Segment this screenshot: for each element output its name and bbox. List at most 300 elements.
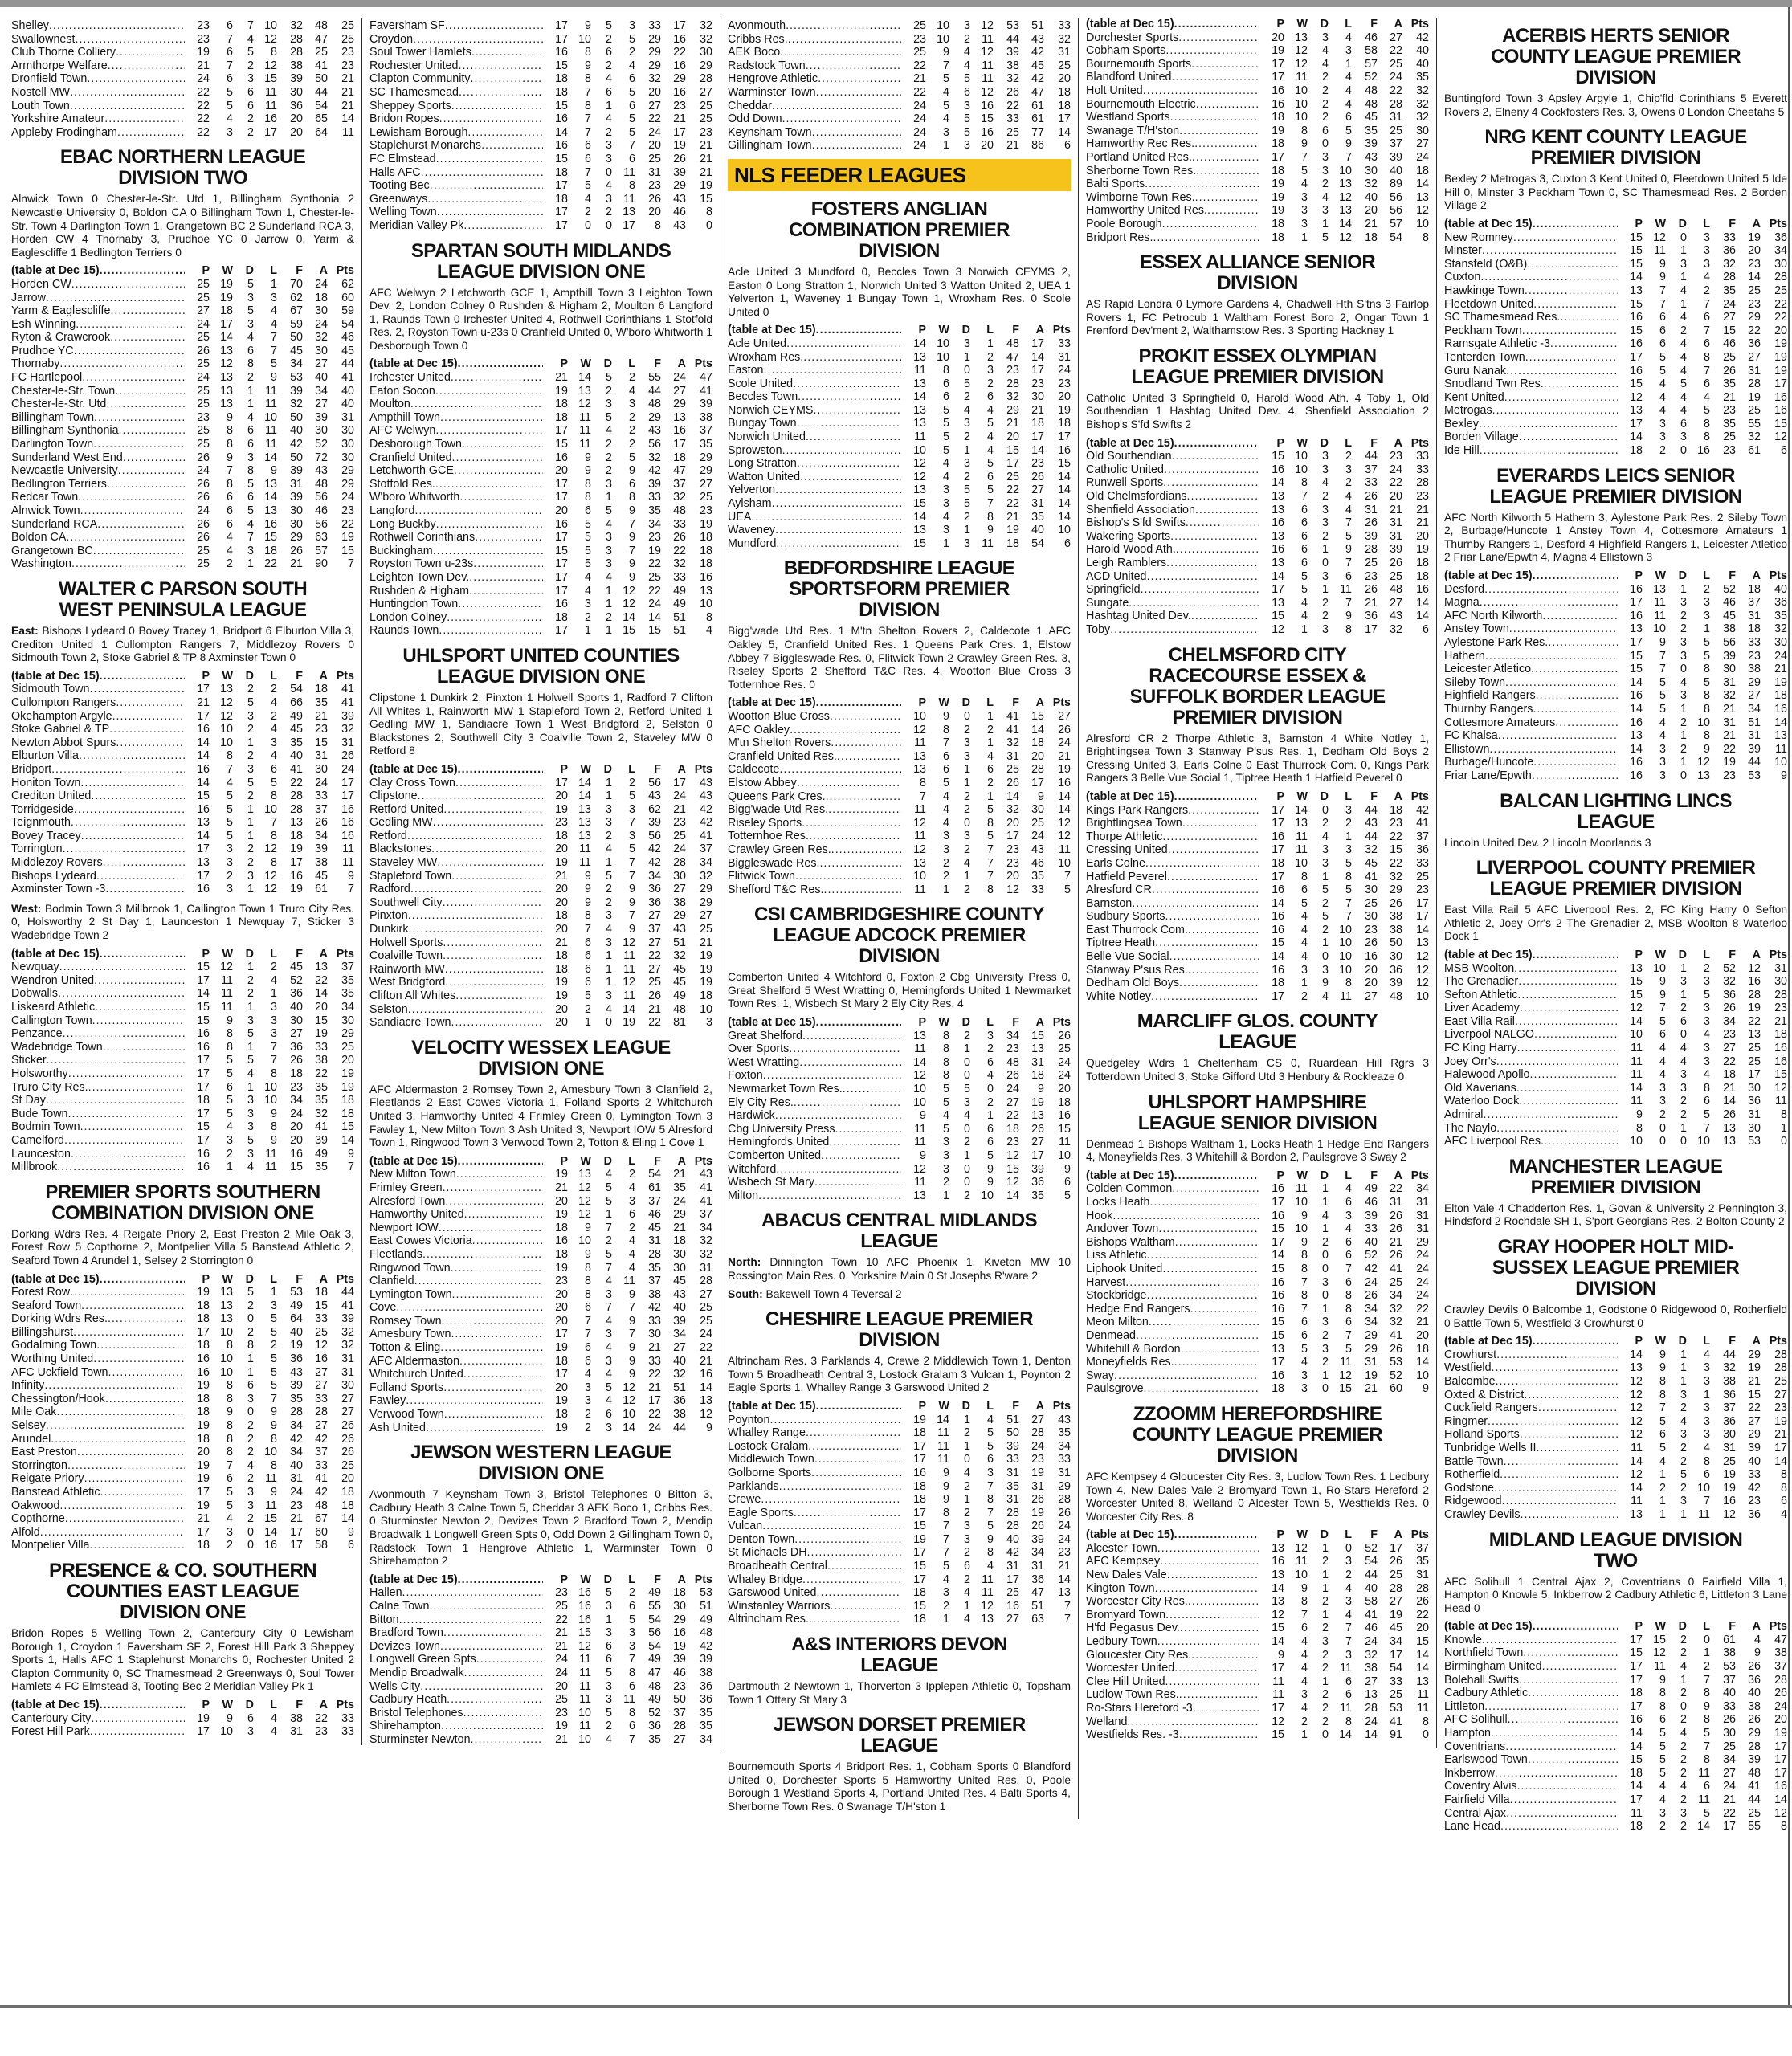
team-name: ACD United xyxy=(1086,569,1147,583)
stat-l: 4 xyxy=(1345,31,1352,44)
results-paragraph: West: Bodmin Town 3 Millbrook 1, Callington Town 1 Truro City Res. 0, Holsworthy 2 St Day 1, Launceston 1 Newquay 7, Sticker 3 Wadebridge Town 2 xyxy=(11,902,354,942)
stat-w: 4 xyxy=(1301,610,1308,623)
stat-d: 1 xyxy=(1680,1348,1687,1361)
dot-leader xyxy=(107,478,185,492)
stat-w: 13 xyxy=(220,344,233,357)
section-title-line: WEST PENINSULA LEAGUE xyxy=(59,598,307,621)
stat-w: 9 xyxy=(943,1493,949,1507)
table-row xyxy=(11,816,354,830)
stat-f: 52 xyxy=(1723,961,1736,975)
stat-d: 2 xyxy=(606,895,612,909)
table-header-label: (table at Dec 15) xyxy=(11,1698,100,1711)
stat-d: 2 xyxy=(964,1573,970,1586)
stat-d: 2 xyxy=(964,510,970,524)
stat-w: 1 xyxy=(943,1189,949,1202)
stat-p: 25 xyxy=(197,544,210,557)
stat-pts: 15 xyxy=(341,544,354,557)
dot-leader xyxy=(1480,271,1618,284)
stat-w: 16 xyxy=(578,1613,591,1626)
stat-w: 9 xyxy=(585,59,591,72)
stat-f: 36 xyxy=(648,1719,661,1733)
table-header-label: (table at Dec 15) xyxy=(11,264,100,278)
stat-a: 52 xyxy=(315,438,328,451)
stat-a: 30 xyxy=(673,1261,686,1275)
stat-w: 6 xyxy=(585,936,591,949)
stat-pts: 11 xyxy=(342,125,354,139)
stat-f: 19 xyxy=(290,883,303,896)
stat-a: 19 xyxy=(1031,1506,1044,1520)
stat-w: 5 xyxy=(943,1095,949,1109)
team-name: Lostock Gralam xyxy=(728,1439,809,1453)
col-head-f: F xyxy=(1012,696,1019,710)
stat-pts: 31 xyxy=(1416,1196,1429,1209)
team-name: Cranfield United xyxy=(369,451,452,464)
stat-a: 23 xyxy=(1031,377,1044,390)
table-row xyxy=(1086,1569,1429,1582)
dot-leader xyxy=(843,1083,901,1096)
table-row xyxy=(728,750,1071,764)
stat-p: 19 xyxy=(555,1168,568,1181)
stat-a: 51 xyxy=(1748,716,1761,729)
stat-w: 4 xyxy=(1301,596,1308,610)
table-row xyxy=(1086,843,1429,857)
stat-w: 2 xyxy=(1659,1481,1666,1495)
stat-d: 4 xyxy=(606,72,612,86)
dot-leader xyxy=(475,531,543,545)
table-header-row xyxy=(1086,18,1429,31)
stat-p: 16 xyxy=(1272,830,1284,843)
stat-l: 6 xyxy=(1704,1780,1710,1793)
col-head-f: F xyxy=(1370,1528,1378,1542)
team-name: Darlington Town xyxy=(11,438,94,451)
col-head-p: P xyxy=(560,762,568,776)
stat-pts: 26 xyxy=(1774,1687,1787,1700)
stat-d: 3 xyxy=(1322,622,1329,636)
stat-a: 26 xyxy=(1031,1520,1044,1533)
team-name: Cribbs Res. xyxy=(728,32,788,46)
stat-p: 17 xyxy=(197,1107,210,1120)
stat-w: 3 xyxy=(585,1381,591,1394)
stat-w: 5 xyxy=(943,403,949,417)
stat-f: 35 xyxy=(648,1261,661,1275)
stat-pts: 14 xyxy=(1058,470,1071,483)
stat-l: 5 xyxy=(1704,1727,1710,1740)
stat-d: 5 xyxy=(1322,910,1329,924)
stat-f: 20 xyxy=(648,206,661,219)
stat-a: 37 xyxy=(673,477,686,491)
stat-w: 2 xyxy=(585,1421,591,1434)
col-head-pts: Pts xyxy=(694,1573,712,1586)
dot-leader xyxy=(1169,950,1259,964)
table-row xyxy=(1444,962,1787,976)
stat-d: 1 xyxy=(1680,702,1687,716)
stat-a: 17 xyxy=(673,125,686,139)
team-name: Birmingham United xyxy=(1444,1660,1542,1674)
dot-leader xyxy=(1544,1135,1618,1148)
team-name: Joey Orr's xyxy=(1444,1055,1496,1068)
team-name: Bishop's S'fd Swifts xyxy=(1086,516,1186,530)
col-head-w: W xyxy=(1296,1169,1308,1182)
stat-f: 23 xyxy=(1723,769,1736,782)
dot-leader xyxy=(97,518,185,532)
stat-l: 7 xyxy=(987,870,994,883)
stat-a: 39 xyxy=(1390,977,1402,990)
stat-d: 8 xyxy=(247,357,254,371)
team-name: East Preston xyxy=(11,1446,77,1459)
dot-leader xyxy=(77,1446,185,1459)
col-head-pts: Pts xyxy=(336,669,354,683)
table-row xyxy=(1444,1375,1787,1389)
stat-a: 48 xyxy=(1390,583,1402,597)
stat-p: 17 xyxy=(555,776,568,789)
stat-l: 8 xyxy=(1704,350,1710,364)
stat-d: 3 xyxy=(606,139,612,153)
stat-f: 32 xyxy=(1365,1648,1378,1662)
stat-p: 15 xyxy=(1630,663,1643,676)
stat-l: 5 xyxy=(1345,124,1352,137)
stat-f: 41 xyxy=(1365,870,1378,883)
stat-w: 5 xyxy=(227,1054,233,1067)
table-row xyxy=(1444,729,1787,743)
table-row xyxy=(1444,337,1787,351)
dot-leader xyxy=(1506,365,1618,378)
team-name: Staveley MW xyxy=(369,856,438,870)
col-head-a: A xyxy=(1394,18,1402,31)
table-row xyxy=(369,1341,712,1355)
dot-leader xyxy=(436,518,543,532)
team-name: Old Southendian xyxy=(1086,450,1172,463)
stat-w: 6 xyxy=(227,46,233,59)
col-head-l: L xyxy=(1345,18,1352,31)
stat-a: 26 xyxy=(1031,1493,1044,1507)
stat-f: 24 xyxy=(290,1107,303,1120)
stat-a: 21 xyxy=(673,112,686,126)
stat-d: 3 xyxy=(1680,257,1687,271)
column-2 xyxy=(369,18,720,1753)
stat-p: 17 xyxy=(1272,989,1284,1003)
stat-p: 17 xyxy=(555,531,568,545)
stat-pts: 11 xyxy=(1775,1095,1787,1108)
table-row xyxy=(728,724,1071,737)
stat-a: 55 xyxy=(1748,417,1761,430)
stat-pts: 27 xyxy=(700,85,712,99)
stat-p: 15 xyxy=(1630,649,1643,663)
stat-pts: 34 xyxy=(1774,244,1787,258)
stat-f: 33 xyxy=(648,1354,661,1368)
stat-w: 6 xyxy=(1301,1328,1308,1342)
stat-a: 77 xyxy=(1031,125,1044,139)
stat-a: 60 xyxy=(1390,1382,1402,1396)
stat-pts: 14 xyxy=(1058,789,1071,803)
stat-a: 24 xyxy=(1031,830,1044,843)
stat-w: 9 xyxy=(1659,1361,1666,1375)
stat-a: 23 xyxy=(1031,1453,1044,1467)
team-name: Sway xyxy=(1086,1369,1114,1382)
stat-pts: 13 xyxy=(1416,1675,1429,1688)
stat-p: 11 xyxy=(1631,1441,1643,1454)
stat-f: 28 xyxy=(1365,1702,1378,1715)
table-row xyxy=(1086,897,1429,911)
stat-l: 12 xyxy=(623,1394,635,1408)
stat-d: 2 xyxy=(964,1426,970,1440)
results-paragraph: Alresford CR 2 Thorpe Athletic 3, Barnston 4 White Notley 1, Brightlingsea Town 3 Stanway P'sus Res. 1, Dedham Old Boys 2 Cressing United 3, Earls Colne 0 East Thurrock Com. 0, Kings Park Rangers 3 Belle Vue Social 1, Tiptree Heath 1 Hatfield Peverel 0 xyxy=(1086,732,1429,785)
stat-l: 17 xyxy=(264,125,277,139)
dot-leader xyxy=(835,1123,901,1136)
stat-d: 3 xyxy=(247,709,254,723)
dot-leader xyxy=(816,1400,901,1414)
stat-a: 16 xyxy=(673,424,686,438)
stat-pts: 41 xyxy=(1416,817,1429,830)
stat-p: 17 xyxy=(1272,583,1284,597)
stat-pts: 23 xyxy=(341,504,354,517)
stat-d: 3 xyxy=(247,1725,254,1739)
stat-a: 36 xyxy=(1748,1673,1761,1687)
stat-d: 5 xyxy=(964,377,970,390)
stat-f: 35 xyxy=(1723,417,1736,430)
dot-leader xyxy=(63,1027,185,1041)
team-name: Whaley Bridge xyxy=(728,1573,802,1586)
stat-pts: 15 xyxy=(1058,1122,1071,1136)
stat-pts: 19 xyxy=(1774,675,1787,689)
stat-pts: 29 xyxy=(700,895,712,909)
stat-p: 12 xyxy=(913,1069,926,1083)
stat-f: 20 xyxy=(1006,816,1019,830)
stat-d: 4 xyxy=(1322,57,1329,71)
stat-l: 4 xyxy=(1704,390,1710,404)
stat-p: 16 xyxy=(1272,910,1284,924)
stat-l: 12 xyxy=(264,842,277,856)
stat-w: 4 xyxy=(1659,729,1666,743)
section-title xyxy=(1444,1530,1787,1572)
stat-d: 5 xyxy=(606,371,612,385)
dot-leader xyxy=(459,86,543,100)
stat-l: 11 xyxy=(1340,1356,1352,1369)
stat-d: 2 xyxy=(1322,596,1329,610)
stat-w: 4 xyxy=(1301,910,1308,924)
table-row xyxy=(1444,583,1787,597)
dot-leader xyxy=(1167,871,1259,884)
stat-w: 11 xyxy=(579,1666,591,1679)
stat-a: 30 xyxy=(1748,1081,1761,1095)
stat-d: 4 xyxy=(1680,675,1687,689)
stat-a: 13 xyxy=(315,961,328,974)
stat-w: 12 xyxy=(578,1181,591,1194)
stat-p: 16 xyxy=(555,598,568,611)
stat-d: 2 xyxy=(606,883,612,896)
col-head-l: L xyxy=(270,264,277,278)
stat-d: 6 xyxy=(606,1639,612,1653)
stat-pts: 6 xyxy=(1423,622,1429,636)
stat-d: 3 xyxy=(247,1499,254,1512)
team-name: Crediton United xyxy=(11,789,92,803)
team-name: Hashtag United Dev. xyxy=(1086,610,1191,623)
dot-leader xyxy=(1492,404,1618,418)
stat-p: 17 xyxy=(197,1054,210,1067)
team-name: Sidmouth Town xyxy=(11,683,90,696)
dot-leader xyxy=(443,949,543,963)
team-name: Avonmouth xyxy=(728,19,786,32)
team-name: Crawley Devils xyxy=(1444,1507,1521,1521)
stat-l: 0 xyxy=(1345,1541,1352,1555)
dot-leader xyxy=(1528,1753,1618,1767)
stat-pts: 28 xyxy=(1774,1361,1787,1375)
stat-d: 4 xyxy=(1680,1660,1687,1674)
stat-f: 41 xyxy=(1006,709,1019,723)
stat-w: 8 xyxy=(227,438,233,451)
team-name: Sudbury Sports xyxy=(1086,910,1165,924)
stat-l: 3 xyxy=(987,1029,994,1042)
dot-leader xyxy=(59,1499,185,1513)
stat-f: 39 xyxy=(1006,1439,1019,1453)
stat-d: 2 xyxy=(1322,1648,1329,1662)
stat-pts: 0 xyxy=(1781,1135,1787,1148)
stat-p: 18 xyxy=(913,1613,926,1626)
stat-d: 5 xyxy=(606,1247,612,1261)
stat-l: 9 xyxy=(629,1314,635,1328)
stat-l: 2 xyxy=(1345,1569,1352,1582)
stat-l: 11 xyxy=(265,398,277,411)
stat-l: 2 xyxy=(271,709,277,723)
stat-d: 3 xyxy=(1322,1316,1329,1329)
table-row xyxy=(1444,271,1787,284)
stat-a: 39 xyxy=(1031,1162,1044,1176)
stat-d: 3 xyxy=(964,139,970,153)
dot-leader xyxy=(410,398,543,411)
section-title-line: DIVISION xyxy=(1575,1278,1656,1299)
team-name: Hallen xyxy=(369,1586,402,1600)
col-head-p: P xyxy=(918,324,926,337)
stat-p: 18 xyxy=(1272,1382,1284,1396)
dot-leader xyxy=(816,324,901,337)
stat-w: 4 xyxy=(943,803,949,817)
dot-leader xyxy=(1165,1675,1259,1689)
stat-a: 18 xyxy=(1748,582,1761,596)
table-row xyxy=(11,59,354,73)
stat-a: 61 xyxy=(1031,112,1044,126)
stat-f: 22 xyxy=(648,949,661,963)
stat-w: 7 xyxy=(227,32,233,46)
team-name: Welland xyxy=(1086,1715,1128,1728)
stat-p: 19 xyxy=(913,1413,926,1426)
col-head-d: D xyxy=(1320,18,1329,31)
stat-f: 39 xyxy=(290,1379,303,1393)
table-row xyxy=(369,789,712,803)
stat-a: 43 xyxy=(673,923,686,936)
stat-p: 12 xyxy=(913,470,926,483)
dot-leader xyxy=(788,33,901,47)
stat-w: 12 xyxy=(578,1208,591,1222)
stat-a: 33 xyxy=(1390,1675,1402,1688)
table-row xyxy=(728,33,1071,47)
dot-leader xyxy=(1167,1569,1259,1582)
section-title-line: DIVISION ONE xyxy=(120,1601,246,1623)
stat-p: 20 xyxy=(555,1301,568,1315)
dot-leader xyxy=(1179,1688,1259,1702)
dot-leader xyxy=(469,571,543,585)
stat-a: 27 xyxy=(1031,1413,1044,1426)
stat-a: 15 xyxy=(1031,709,1044,723)
stat-p: 13 xyxy=(1272,1541,1284,1555)
table-row xyxy=(728,817,1071,830)
stat-a: 43 xyxy=(673,1287,686,1301)
stat-pts: 6 xyxy=(1781,1495,1787,1508)
stat-f: 26 xyxy=(648,192,661,206)
col-head-l: L xyxy=(1703,217,1710,230)
table-row xyxy=(11,112,354,126)
stat-f: 51 xyxy=(1006,1413,1019,1426)
table-row xyxy=(369,870,712,883)
stat-pts: 34 xyxy=(700,1221,712,1234)
stat-a: 25 xyxy=(315,46,328,59)
stat-pts: 43 xyxy=(700,1168,712,1181)
stat-pts: 25 xyxy=(700,99,712,112)
stat-d: 4 xyxy=(606,1275,612,1288)
stat-p: 23 xyxy=(197,32,210,46)
stat-p: 25 xyxy=(555,1693,568,1707)
stat-p: 21 xyxy=(555,371,568,385)
results-paragraph: Elton Vale 4 Chadderton Res. 1, Govan & University 2 Pennington 3, Hindsford 2 Rochdale SH 1, S'port Georgians Res. 2 Bolton County 2 xyxy=(1444,1201,1787,1228)
stat-l: 4 xyxy=(1345,97,1352,111)
stat-w: 9 xyxy=(585,895,591,909)
stat-pts: 33 xyxy=(1058,1453,1071,1467)
stat-d: 5 xyxy=(247,1054,254,1067)
team-name: Kington Town xyxy=(1086,1581,1155,1595)
stat-pts: 16 xyxy=(1774,702,1787,716)
stat-l: 15 xyxy=(264,72,277,86)
stat-a: 21 xyxy=(673,802,686,816)
stat-f: 43 xyxy=(648,789,661,803)
stat-l: 1 xyxy=(271,277,277,291)
stat-w: 6 xyxy=(1659,311,1666,324)
stat-f: 22 xyxy=(648,1368,661,1381)
stat-l: 3 xyxy=(1704,257,1710,271)
stat-f: 56 xyxy=(648,1626,661,1640)
stat-w: 5 xyxy=(1301,164,1308,177)
stat-a: 47 xyxy=(673,464,686,478)
team-name: FC Elmstead xyxy=(369,152,436,165)
stat-f: 34 xyxy=(1723,1753,1736,1767)
stat-a: 39 xyxy=(315,410,328,424)
stat-pts: 32 xyxy=(700,32,712,46)
stat-w: 7 xyxy=(1659,297,1666,311)
stat-p: 14 xyxy=(555,125,568,139)
team-name: Locks Heath xyxy=(1086,1196,1150,1209)
stat-a: 41 xyxy=(315,1120,328,1134)
table-row xyxy=(11,736,354,750)
stat-f: 17 xyxy=(1006,457,1019,471)
team-name: Waterloo Dock xyxy=(1444,1095,1520,1108)
stat-pts: 30 xyxy=(1774,636,1787,649)
stat-w: 10 xyxy=(1295,1569,1308,1582)
stat-a: 86 xyxy=(1031,139,1044,153)
stat-f: 25 xyxy=(1723,1740,1736,1753)
col-head-d: D xyxy=(1320,1169,1329,1182)
stat-w: 3 xyxy=(585,598,591,611)
stat-a: 16 xyxy=(673,1626,686,1640)
dot-leader xyxy=(794,1096,901,1110)
stat-l: 12 xyxy=(1339,190,1352,204)
dot-leader xyxy=(1143,84,1259,98)
stat-w: 13 xyxy=(220,371,233,385)
stat-d: 5 xyxy=(606,1706,612,1719)
stat-a: 19 xyxy=(1390,1608,1402,1622)
team-name: Redcar Town xyxy=(11,491,79,504)
stat-p: 15 xyxy=(913,536,926,550)
dot-leader xyxy=(1129,597,1259,610)
stat-l: 3 xyxy=(1704,1014,1710,1028)
table-header-row xyxy=(11,948,354,961)
stat-f: 18 xyxy=(1723,1068,1736,1082)
